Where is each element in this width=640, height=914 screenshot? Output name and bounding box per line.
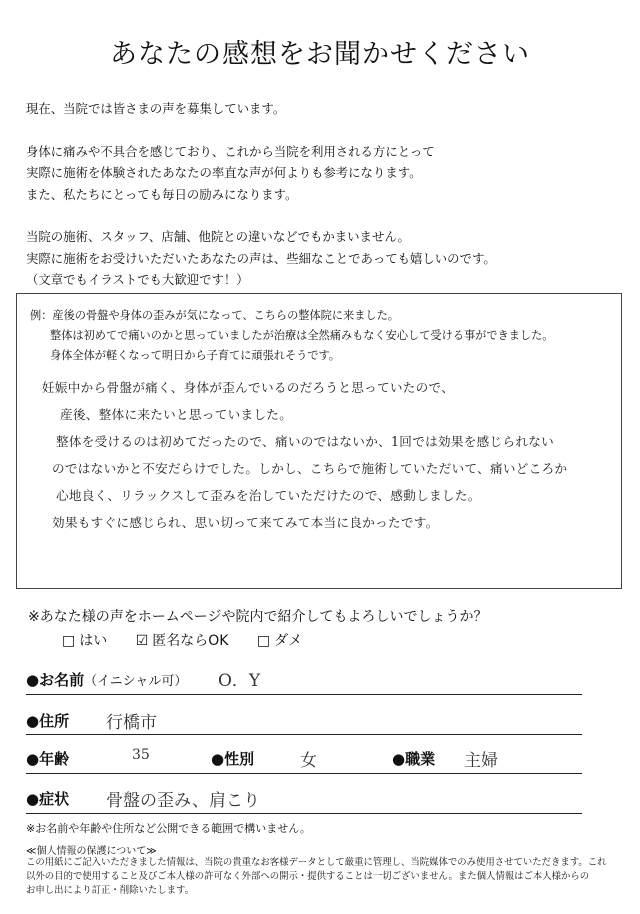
privacy-title: ≪個人情報の保護について≫ xyxy=(26,846,157,857)
page-title: あなたの感想をお聞かせください xyxy=(110,39,530,70)
handwritten-line: 心地良く、リラックスして歪みを治していただけたので、感動しました。 xyxy=(56,488,481,503)
option-label: 匿名ならOK xyxy=(152,633,229,649)
address-value: 行橋市 xyxy=(106,713,157,733)
intro-line: 身体に痛みや不具合を感じており、これから当院を利用される方にとって xyxy=(26,143,435,159)
intro-line: 実際に施術を体験されたあなたの率直な声が何よりも参考になります。 xyxy=(26,165,422,180)
name-field-line[interactable] xyxy=(26,694,582,695)
name-label-sub: （イニシャル可） xyxy=(84,674,188,689)
job-label: ●職業 xyxy=(392,750,436,768)
checkbox-empty-icon[interactable]: □ xyxy=(62,633,76,649)
age-value: 35 xyxy=(132,747,150,763)
intro-line: 当院の施術、スタッフ、店舗、他院との違いなどでもかまいません。 xyxy=(26,229,410,244)
privacy-text xyxy=(26,856,622,898)
option-label: はい xyxy=(79,633,108,649)
example-text xyxy=(30,306,620,366)
handwritten-line: 産後、整体に来たいと思っていました。 xyxy=(60,407,293,422)
name-label xyxy=(26,669,187,690)
checkbox-empty-icon[interactable]: □ xyxy=(256,633,271,649)
name-label-text: ●お名前 xyxy=(26,671,85,689)
name-value: O．Y xyxy=(218,671,261,691)
consent-option-anonymous[interactable] xyxy=(136,633,233,649)
consent-question: ※あなた様の声をホームページや院内で紹介してもよろしいでしょうか？ xyxy=(28,609,488,625)
privacy-note: ※お名前や年齢や住所など公開できる範囲で構いません。 xyxy=(26,822,311,835)
checkbox-checked-icon[interactable]: ☑ xyxy=(135,633,149,649)
profile-field-line[interactable] xyxy=(26,773,582,774)
example-line: 身体全体が軽くなって明日から子育てに頑張れそうです。 xyxy=(50,349,340,362)
option-label: ダメ xyxy=(274,633,303,649)
intro-line: 現在、当院では皆さまの声を募集しています。 xyxy=(26,101,286,116)
gender-label: ●性別 xyxy=(211,750,255,768)
example-line: 例：産後の骨盤や身体の歪みが気になって、こちらの整体院に来ました。 xyxy=(30,309,399,322)
handwritten-comment xyxy=(42,374,612,536)
intro-text xyxy=(26,98,626,312)
job-value: 主婦 xyxy=(464,751,498,771)
address-field-line[interactable] xyxy=(26,734,582,735)
intro-line: また、私たちにとっても毎日の励みになります。 xyxy=(26,186,298,202)
handwritten-line: のではないかと不安だらけでした。しかし、こちらで施術していただいて、痛いどころか xyxy=(52,461,568,476)
age-label: ●年齢 xyxy=(26,750,70,768)
handwritten-line: 妊娠中から骨盤が痛く、身体が歪んでいるのだろうと思っていたので、 xyxy=(42,380,455,395)
handwritten-line: 効果もすぐに感じられ、思い切って来てみて本当に良かったです。 xyxy=(52,515,439,530)
privacy-line: お申し出により訂正・削除いたします。 xyxy=(26,885,195,896)
example-line: 整体は初めてで痛いのかと思っていましたが治療は全然痛みもなく安心して受ける事ができました。 xyxy=(50,329,554,342)
gender-value: 女 xyxy=(300,751,317,771)
consent-option-no[interactable] xyxy=(257,633,302,649)
consent-option-yes[interactable] xyxy=(62,633,112,649)
symptom-value: 骨盤の歪み、肩こり xyxy=(106,791,261,811)
privacy-line: この用紙にご記入いただきました情報は、当院の貴重なお客様データとして厳重に管理し、当院媒体でのみ使用させていただきます。これ xyxy=(26,857,607,868)
symptom-field-line[interactable] xyxy=(26,813,582,814)
intro-line: 実際に施術をお受けいただいたあなたの声は、些細なことであっても嬉しいのです。 xyxy=(26,250,496,266)
privacy-line: 以外の目的で使用すること及びご本人様の許可なく外部への開示・提供することは一切ございません。また個人情報はご本人様からの xyxy=(26,871,590,882)
handwritten-line: 整体を受けるのは初めてだったので、痛いのではないか、1回では効果を感じられない xyxy=(56,434,555,449)
intro-line: （文章でもイラストでも大歓迎です！） xyxy=(26,272,249,287)
address-label: ●住所 xyxy=(26,712,70,730)
symptom-label: ●症状 xyxy=(26,790,70,808)
consent-options xyxy=(62,630,326,650)
